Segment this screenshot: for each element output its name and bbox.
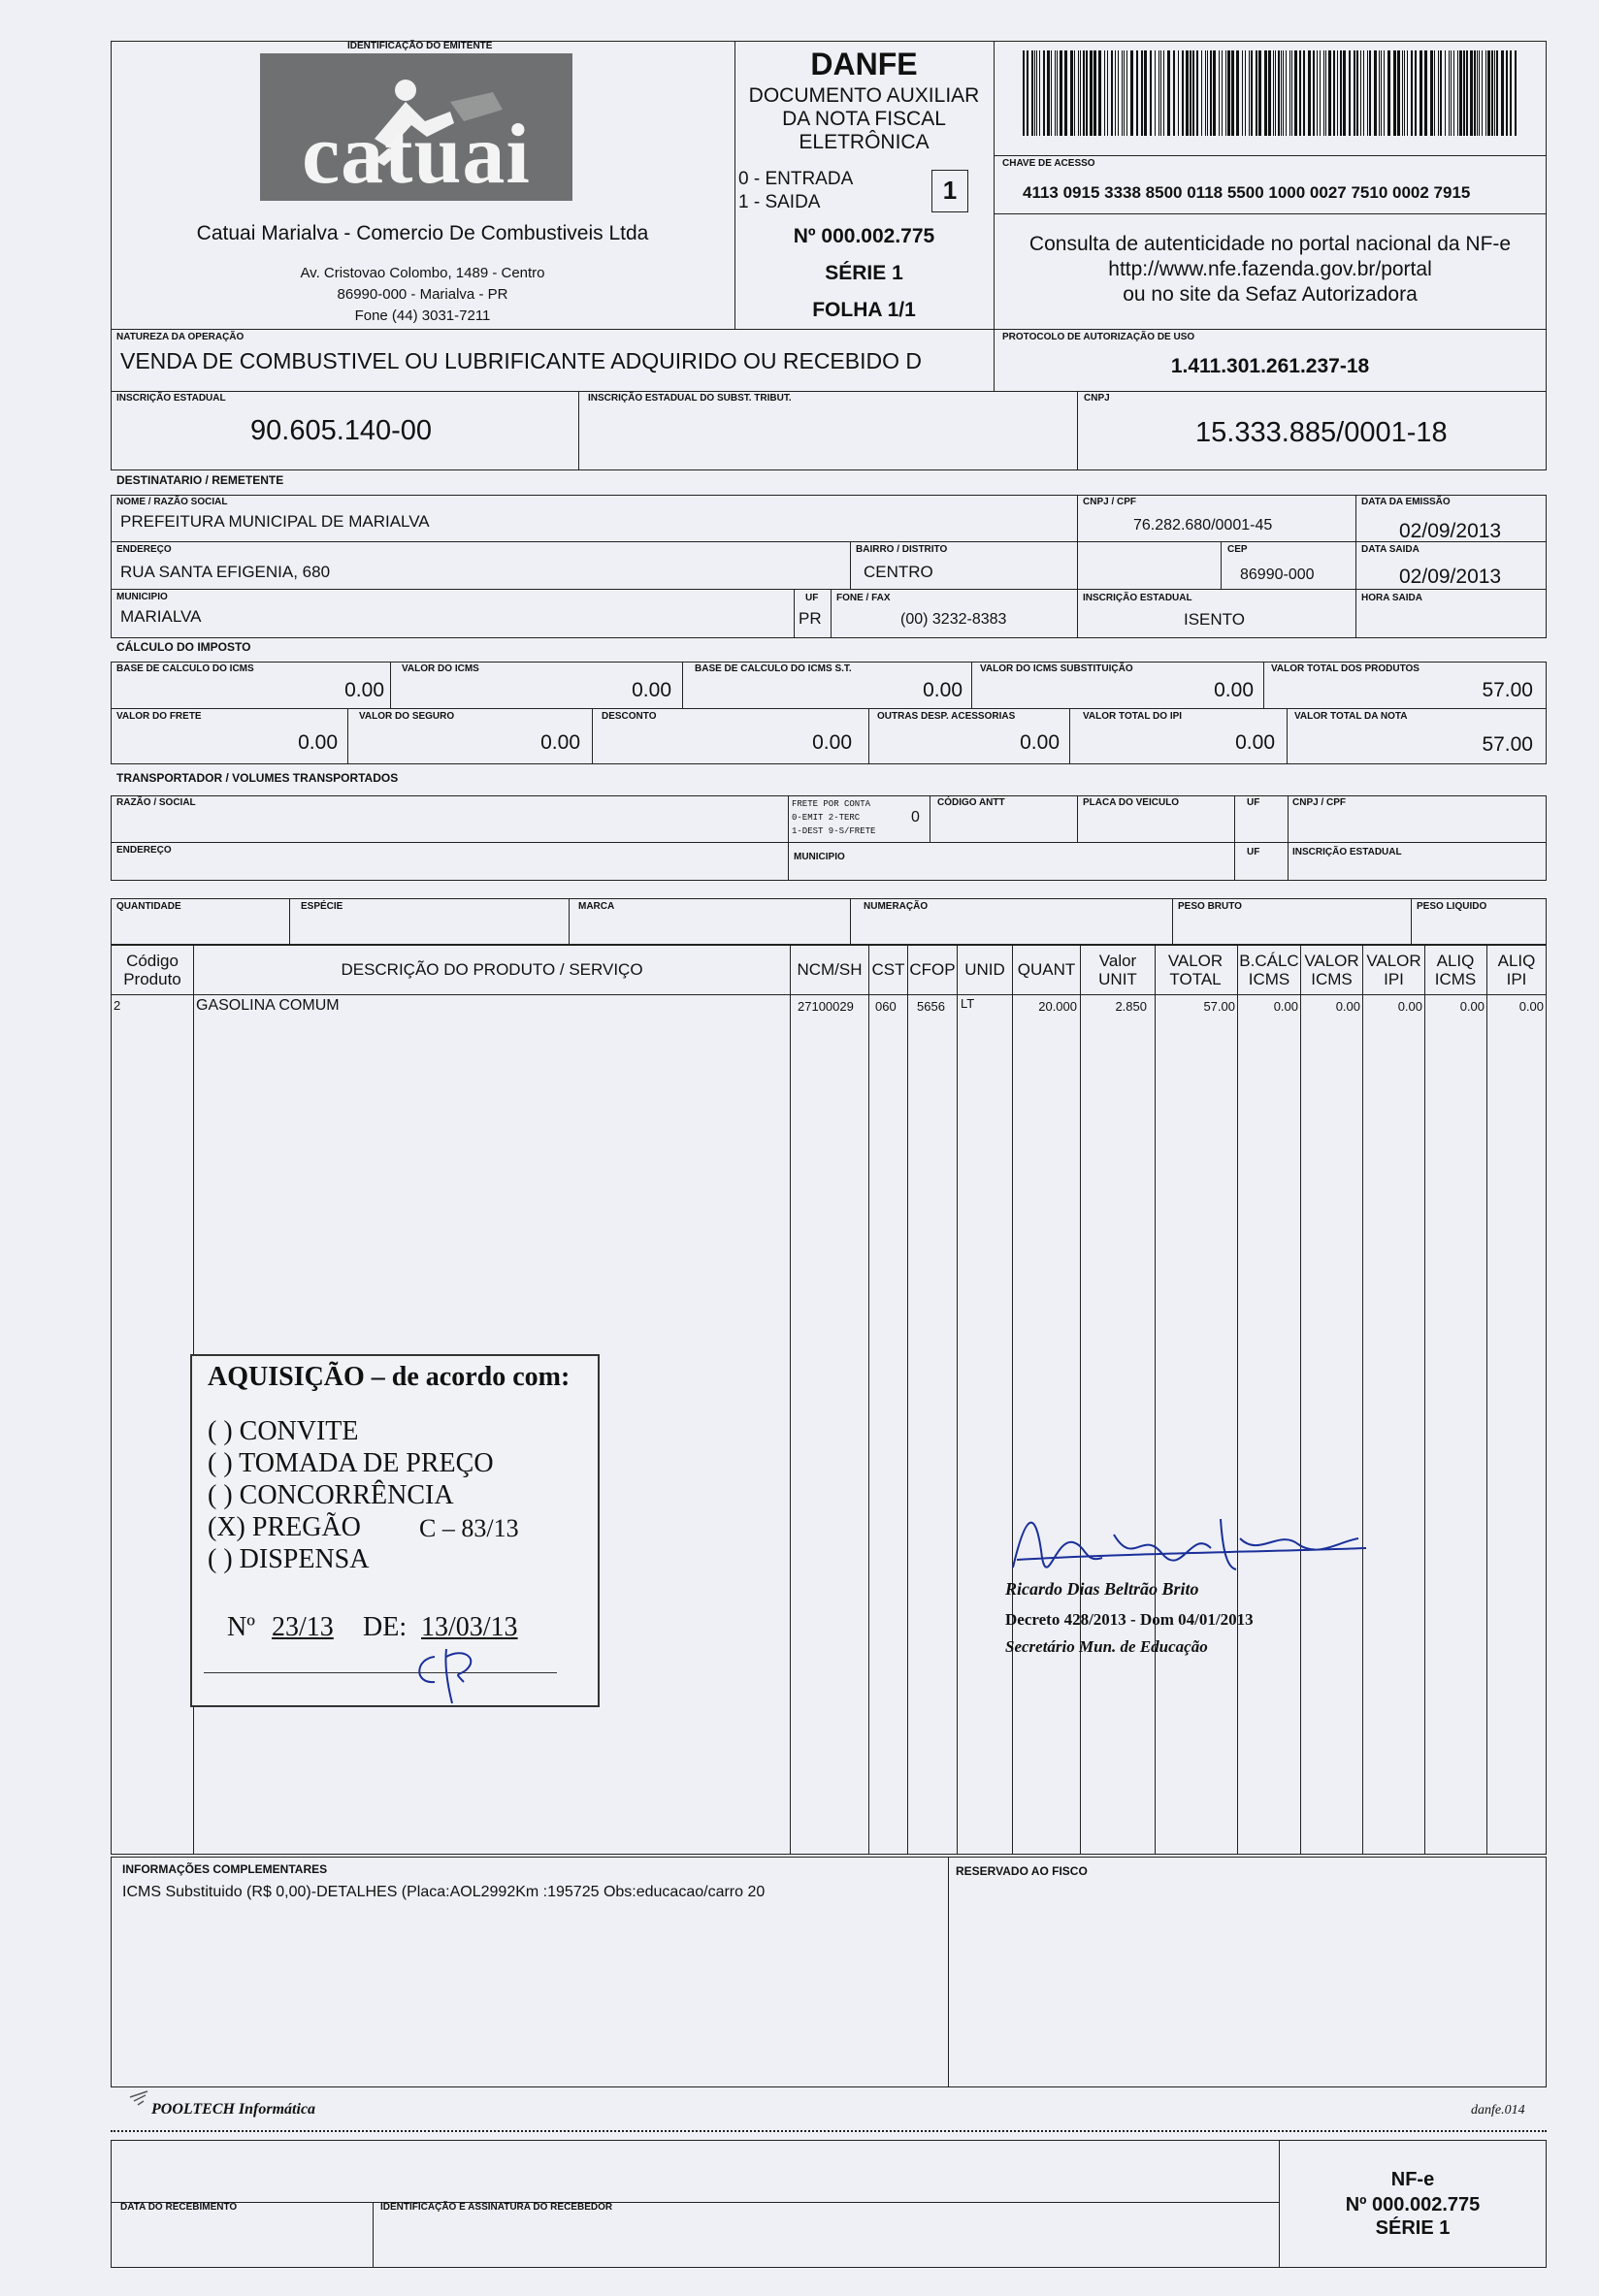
stamp-pregao: (X) PREGÃO	[208, 1512, 361, 1542]
consulta-line2: http://www.nfe.fazenda.gov.br/portal	[1108, 258, 1432, 280]
barcode-bar	[1222, 50, 1223, 136]
consulta-line3: ou no site da Sefaz Autorizadora	[1123, 283, 1418, 306]
barcode-bar	[1225, 50, 1226, 136]
pooltech-logo-icon	[128, 2089, 149, 2107]
danfe-subtitle2: DA NOTA FISCAL	[782, 108, 946, 130]
dest-nome: PREFEITURA MUNICIPAL DE MARIALVA	[120, 512, 430, 531]
barcode-bar	[1231, 50, 1234, 136]
imp-total-nota-label: VALOR TOTAL DA NOTA	[1294, 711, 1408, 722]
barcode-bar	[1031, 50, 1033, 136]
dest-bairro: CENTRO	[864, 563, 933, 581]
barcode-bar	[1449, 50, 1450, 136]
imp-total-nota: 57.00	[1482, 733, 1533, 756]
canhoto-data-label: DATA DO RECEBIMENTO	[120, 2202, 238, 2213]
barcode-bar	[1163, 50, 1164, 136]
canhoto-serie: SÉRIE 1	[1375, 2217, 1451, 2239]
barcode-bar	[1150, 50, 1152, 136]
cell-cfop: 5656	[917, 999, 945, 1014]
stamp-num: 23/13	[272, 1612, 334, 1642]
cell-ncm: 27100029	[798, 999, 854, 1014]
chave-value: 4113 0915 3338 8500 0118 5500 1000 0027 7510 0002 7915	[1023, 183, 1471, 202]
barcode-bar	[1036, 50, 1037, 136]
barcode-bar	[1313, 50, 1315, 136]
emitter-phone: Fone (44) 3031-7211	[354, 307, 491, 324]
imp-desconto-label: DESCONTO	[602, 711, 657, 722]
barcode-bar	[1496, 50, 1498, 136]
imp-valor-st: 0.00	[1214, 679, 1254, 701]
barcode-bar	[1249, 50, 1250, 136]
footer-code: danfe.014	[1471, 2103, 1525, 2118]
dest-hora-label: HORA SAIDA	[1361, 593, 1422, 603]
dest-endereco-label: ENDEREÇO	[116, 544, 172, 555]
barcode-bar	[1491, 50, 1493, 136]
dest-fone: (00) 3232-8383	[900, 611, 1007, 628]
barcode-bar	[1340, 50, 1342, 136]
imp-desconto: 0.00	[812, 731, 852, 754]
danfe-numero: Nº 000.002.775	[793, 225, 935, 247]
barcode-bar	[1487, 50, 1490, 136]
barcode-bar	[1438, 50, 1439, 136]
barcode-bar	[1104, 50, 1105, 136]
barcode-bar	[1333, 50, 1335, 136]
barcode-bar	[1404, 50, 1405, 136]
barcode-bar	[1186, 50, 1189, 136]
initials-scribble	[396, 1637, 493, 1705]
barcode-bar	[1205, 50, 1206, 136]
barcode-bar	[1434, 50, 1435, 136]
barcode-bar	[1317, 50, 1318, 136]
barcode-bar	[1407, 50, 1408, 136]
dest-nome-label: NOME / RAZÃO SOCIAL	[116, 497, 228, 507]
barcode-bar	[1258, 50, 1261, 136]
dest-ie: ISENTO	[1184, 610, 1245, 629]
barcode-bar	[1093, 50, 1096, 136]
barcode-bar	[1173, 50, 1175, 136]
barcode-bar	[1115, 50, 1116, 136]
emitter-name: Catuai Marialva - Comercio De Combustiveis Ltda	[196, 222, 649, 244]
barcode-bar	[1367, 50, 1368, 136]
th-descricao: DESCRIÇÃO DO PRODUTO / SERVIÇO	[341, 960, 643, 979]
barcode-bar	[1126, 50, 1127, 136]
ie-label: INSCRIÇÃO ESTADUAL	[116, 393, 226, 404]
cell-valor-unit: 2.850	[1115, 999, 1147, 1014]
dest-uf: PR	[799, 609, 822, 628]
imp-outras: 0.00	[1020, 731, 1060, 754]
imp-base-icms-label: BASE DE CALCULO DO ICMS	[116, 663, 254, 674]
info-text: ICMS Substituido (R$ 0,00)-DETALHES (Placa:AOL2992Km :195725 Obs:educacao/carro 20	[122, 1884, 766, 1900]
barcode-bar	[1354, 50, 1355, 136]
imp-frete: 0.00	[298, 731, 338, 754]
barcode-bar	[1506, 50, 1508, 136]
barcode-bar	[1501, 50, 1504, 136]
transp-frete-line3: 1-DEST 9-S/FRETE	[792, 826, 876, 836]
barcode-bar	[1219, 50, 1220, 136]
barcode-bar	[1242, 50, 1243, 136]
barcode-bar	[1122, 50, 1123, 136]
th-valor-ipi: VALOR IPI	[1366, 952, 1421, 988]
vol-peso-bruto-label: PESO BRUTO	[1178, 901, 1242, 912]
cell-aliq-ipi: 0.00	[1518, 999, 1544, 1014]
canhoto-nfe: NF-e	[1390, 2169, 1435, 2190]
barcode-bar	[1494, 50, 1495, 136]
barcode-bar	[1124, 50, 1125, 136]
ie-value: 90.605.140-00	[250, 415, 433, 446]
barcode-bar	[1387, 50, 1390, 136]
barcode-bar	[1328, 50, 1331, 136]
cell-cst: 060	[875, 999, 897, 1014]
barcode-bar	[1256, 50, 1257, 136]
barcode-bar	[1111, 50, 1113, 136]
barcode-bar	[1182, 50, 1184, 136]
barcode-bar	[1236, 50, 1239, 136]
barcode	[1023, 50, 1517, 136]
barcode-bar	[1251, 50, 1253, 136]
dest-cep: 86990-000	[1240, 566, 1315, 583]
barcode-bar	[1374, 50, 1377, 136]
transp-frete-line2: 0-EMIT 2-TERC	[792, 813, 861, 823]
barcode-bar	[1278, 50, 1280, 136]
transp-uf-label: UF	[1247, 797, 1260, 808]
barcode-bar	[1308, 50, 1311, 136]
barcode-bar	[1090, 50, 1093, 136]
barcode-bar	[1155, 50, 1156, 136]
barcode-bar	[1281, 50, 1282, 136]
barcode-bar	[1457, 50, 1458, 136]
barcode-bar	[1440, 50, 1442, 136]
danfe-saida: 1 - SAIDA	[738, 192, 821, 212]
stamp-date: 13/03/13	[421, 1612, 518, 1642]
th-codigo: Código Produto	[123, 952, 181, 988]
barcode-bar	[1474, 50, 1476, 136]
protocolo-value: 1.411.301.261.237-18	[1170, 355, 1370, 377]
barcode-bar	[1047, 50, 1050, 136]
cell-valor-total: 57.00	[1203, 999, 1235, 1014]
th-valor-total: VALOR TOTAL	[1167, 952, 1224, 988]
barcode-bar	[1349, 50, 1351, 136]
dest-saida: 02/09/2013	[1399, 566, 1502, 588]
barcode-bar	[1130, 50, 1133, 136]
th-unid: UNID	[964, 960, 1005, 979]
imp-base-st-label: BASE DE CALCULO DO ICMS S.T.	[695, 663, 852, 674]
imp-seguro-label: VALOR DO SEGURO	[359, 711, 455, 722]
barcode-bar	[1167, 50, 1170, 136]
transp-ie-label: INSCRIÇÃO ESTADUAL	[1292, 847, 1402, 857]
barcode-bar	[1060, 50, 1062, 136]
barcode-bar	[1107, 50, 1108, 136]
barcode-bar	[1356, 50, 1358, 136]
stamp-pregao-numero: C – 83/13	[419, 1514, 519, 1542]
dest-emissao: 02/09/2013	[1399, 520, 1502, 542]
barcode-bar	[1136, 50, 1138, 136]
barcode-bar	[1023, 50, 1025, 136]
barcode-bar	[1190, 50, 1191, 136]
imp-base-st: 0.00	[923, 679, 963, 701]
barcode-bar	[1397, 50, 1400, 136]
th-quant: QUANT	[1017, 960, 1076, 979]
transporte-section-label: TRANSPORTADOR / VOLUMES TRANSPORTADOS	[116, 771, 399, 785]
consulta-line1: Consulta de autenticidade no portal nacional da NF-e	[1028, 233, 1512, 255]
cell-valor-ipi: 0.00	[1397, 999, 1422, 1014]
barcode-bar	[1034, 50, 1035, 136]
barcode-bar	[1291, 50, 1292, 136]
stamp-convite: ( ) CONVITE	[208, 1416, 359, 1446]
th-cst: CST	[871, 960, 905, 979]
emitter-section-label: IDENTIFICAÇÃO DO EMITENTE	[347, 41, 493, 51]
imp-valor-icms-label: VALOR DO ICMS	[402, 663, 479, 674]
barcode-bar	[1466, 50, 1468, 136]
danfe-subtitle3: ELETRÔNICA	[799, 131, 930, 153]
barcode-bar	[1337, 50, 1338, 136]
danfe-tipo: 1	[942, 176, 958, 205]
barcode-bar	[1363, 50, 1364, 136]
imp-outras-label: OUTRAS DESP. ACESSORIAS	[877, 711, 1016, 722]
info-label: INFORMAÇÕES COMPLEMENTARES	[122, 1862, 328, 1876]
barcode-bar	[1201, 50, 1202, 136]
transp-frete-value: 0	[911, 809, 920, 825]
dest-emissao-label: DATA DA EMISSÃO	[1361, 497, 1451, 507]
cell-valor-icms: 0.00	[1335, 999, 1360, 1014]
barcode-bar	[1463, 50, 1465, 136]
barcode-bar	[1141, 50, 1143, 136]
transp-frete-line1: FRETE POR CONTA	[792, 799, 871, 809]
barcode-bar	[1207, 50, 1208, 136]
barcode-bar	[1459, 50, 1462, 136]
dest-municipio: MARIALVA	[120, 607, 202, 626]
barcode-bar	[1445, 50, 1446, 136]
imp-ipi-label: VALOR TOTAL DO IPI	[1083, 711, 1183, 722]
canhoto-ident-label: IDENTIFICAÇÃO E ASSINATURA DO RECEBEDOR	[380, 2202, 613, 2213]
th-valor-unit: Valor UNIT	[1098, 952, 1137, 988]
barcode-bar	[1470, 50, 1473, 136]
barcode-bar	[1098, 50, 1101, 136]
barcode-bar	[1039, 50, 1040, 136]
transp-municipio-label: MUNICIPIO	[794, 852, 845, 862]
barcode-bar	[1402, 50, 1403, 136]
imp-valor-st-label: VALOR DO ICMS SUBSTITUIÇÃO	[980, 663, 1133, 674]
canhoto-numero: Nº 000.002.775	[1345, 2194, 1481, 2215]
dest-bairro-label: BAIRRO / DISTRITO	[856, 544, 948, 555]
barcode-bar	[1415, 50, 1417, 136]
danfe-subtitle1: DOCUMENTO AUXILIAR	[748, 84, 980, 107]
danfe-tipo-box	[931, 170, 968, 212]
barcode-bar	[1515, 50, 1517, 136]
dest-municipio-label: MUNICIPIO	[116, 592, 168, 602]
barcode-bar	[1027, 50, 1028, 136]
barcode-bar	[1064, 50, 1067, 136]
sign-line1: Ricardo Dias Beltrão Brito	[1005, 1579, 1199, 1599]
cell-descricao: GASOLINA COMUM	[196, 997, 340, 1014]
transp-placa-label: PLACA DO VEICULO	[1083, 797, 1180, 808]
barcode-bar	[1393, 50, 1396, 136]
barcode-bar	[1160, 50, 1161, 136]
cell-aliq-icms: 0.00	[1459, 999, 1485, 1014]
stamp-title: AQUISIÇÃO – de acordo com:	[208, 1362, 571, 1392]
transp-cnpj-label: CNPJ / CPF	[1292, 797, 1347, 808]
destinatario-section-label: DESTINATARIO / REMETENTE	[116, 473, 284, 487]
barcode-bar	[1482, 50, 1483, 136]
ie-st-label: INSCRIÇÃO ESTADUAL DO SUBST. TRIBUT.	[588, 393, 792, 404]
vol-marca-label: MARCA	[578, 901, 615, 912]
danfe-serie: SÉRIE 1	[825, 262, 903, 284]
th-aliq-ipi: ALIQ IPI	[1497, 952, 1536, 988]
barcode-bar	[1118, 50, 1119, 136]
th-cfop: CFOP	[909, 960, 956, 979]
barcode-bar	[1078, 50, 1079, 136]
barcode-bar	[1275, 50, 1276, 136]
barcode-bar	[1420, 50, 1422, 136]
emitter-address2: 86990-000 - Marialva - PR	[337, 286, 508, 303]
barcode-bar	[1210, 50, 1212, 136]
danfe-entrada: 0 - ENTRADA	[738, 169, 854, 189]
barcode-bar	[1057, 50, 1058, 136]
barcode-bar	[1227, 50, 1230, 136]
barcode-bar	[1144, 50, 1147, 136]
th-aliq-icms: ALIQ ICMS	[1434, 952, 1477, 988]
barcode-bar	[1178, 50, 1179, 136]
cell-quant: 20.000	[1038, 999, 1077, 1014]
cell-bcalc-icms: 0.00	[1273, 999, 1298, 1014]
dest-endereco: RUA SANTA EFIGENIA, 680	[120, 563, 331, 581]
dest-cnpj: 76.282.680/0001-45	[1133, 517, 1273, 534]
dest-saida-label: DATA SAIDA	[1361, 544, 1420, 555]
danfe-title: DANFE	[810, 47, 918, 81]
barcode-bar	[1323, 50, 1324, 136]
barcode-bar	[1424, 50, 1427, 136]
cnpj-value: 15.333.885/0001-18	[1195, 417, 1448, 448]
barcode-bar	[1479, 50, 1480, 136]
dest-cep-label: CEP	[1227, 544, 1248, 555]
th-ncm: NCM/SH	[797, 960, 863, 979]
barcode-bar	[1051, 50, 1052, 136]
dest-cnpj-label: CNPJ / CPF	[1083, 497, 1137, 507]
imp-frete-label: VALOR DO FRETE	[116, 711, 202, 722]
barcode-bar	[1283, 50, 1284, 136]
vol-especie-label: ESPÉCIE	[301, 901, 343, 912]
imp-total-produtos: 57.00	[1482, 679, 1533, 701]
vol-peso-liquido-label: PESO LIQUIDO	[1417, 901, 1487, 912]
barcode-bar	[1070, 50, 1073, 136]
barcode-bar	[1411, 50, 1413, 136]
imp-seguro: 0.00	[540, 731, 580, 754]
transp-uf2-label: UF	[1247, 847, 1260, 857]
natureza-value: VENDA DE COMBUSTIVEL OU LUBRIFICANTE ADQUIRIDO OU RECEBIDO D	[120, 348, 923, 373]
barcode-bar	[1043, 50, 1045, 136]
barcode-bar	[1286, 50, 1287, 136]
barcode-bar	[1213, 50, 1216, 136]
barcode-bar	[1294, 50, 1297, 136]
transp-razao-label: RAZÃO / SOCIAL	[116, 797, 196, 808]
barcode-bar	[1485, 50, 1486, 136]
th-bcalc-icms: B.CÁLC ICMS	[1239, 952, 1299, 988]
logo-text: catuai	[302, 108, 531, 201]
barcode-bar	[1451, 50, 1452, 136]
barcode-bar	[1196, 50, 1198, 136]
imp-ipi: 0.00	[1235, 731, 1275, 754]
dest-ie-label: INSCRIÇÃO ESTADUAL	[1083, 593, 1192, 603]
natureza-label: NATUREZA DA OPERAÇÃO	[116, 332, 245, 342]
stamp-tomada: ( ) TOMADA DE PREÇO	[208, 1448, 494, 1478]
dest-fone-label: FONE / FAX	[836, 593, 891, 603]
barcode-bar	[1303, 50, 1305, 136]
barcode-bar	[1245, 50, 1246, 136]
transp-antt-label: CÓDIGO ANTT	[937, 797, 1005, 808]
barcode-bar	[1086, 50, 1088, 136]
barcode-bar	[1381, 50, 1382, 136]
imp-base-icms: 0.00	[344, 679, 384, 701]
barcode-bar	[1299, 50, 1301, 136]
barcode-bar	[1325, 50, 1326, 136]
chave-label: CHAVE DE ACESSO	[1002, 158, 1095, 169]
sign-line2: Decreto 428/2013 - Dom 04/01/2013	[1005, 1610, 1254, 1629]
imp-total-produtos-label: VALOR TOTAL DOS PRODUTOS	[1271, 663, 1420, 674]
barcode-bar	[1510, 50, 1512, 136]
protocolo-label: PROTOCOLO DE AUTORIZAÇÃO DE USO	[1002, 332, 1195, 342]
sign-line3: Secretário Mun. de Educação	[1005, 1637, 1208, 1656]
barcode-bar	[1268, 50, 1271, 136]
barcode-bar	[1379, 50, 1380, 136]
transp-endereco-label: ENDEREÇO	[116, 845, 172, 856]
barcode-bar	[1080, 50, 1081, 136]
barcode-bar	[1289, 50, 1290, 136]
barcode-bar	[1055, 50, 1056, 136]
barcode-bar	[1360, 50, 1361, 136]
barcode-bar	[1430, 50, 1433, 136]
barcode-bar	[1083, 50, 1085, 136]
barcode-bar	[1264, 50, 1267, 136]
dest-uf-label: UF	[805, 593, 819, 603]
barcode-bar	[1320, 50, 1321, 136]
barcode-bar	[1192, 50, 1194, 136]
danfe-folha: FOLHA 1/1	[812, 299, 916, 321]
stamp-concorrencia: ( ) CONCORRÊNCIA	[208, 1480, 454, 1510]
company-logo	[260, 53, 572, 201]
emitter-address1: Av. Cristovao Colombo, 1489 - Centro	[300, 265, 545, 281]
imposto-section-label: CÁLCULO DO IMPOSTO	[116, 640, 251, 654]
barcode-bar	[1453, 50, 1454, 136]
cnpj-label: CNPJ	[1084, 393, 1110, 404]
cut-line	[111, 2130, 1547, 2132]
th-valor-icms: VALOR ICMS	[1304, 952, 1359, 988]
vol-quantidade-label: QUANTIDADE	[116, 901, 181, 912]
vol-numeracao-label: NUMERAÇÃO	[864, 901, 929, 912]
barcode-bar	[1384, 50, 1385, 136]
barcode-bar	[1477, 50, 1478, 136]
barcode-bar	[1343, 50, 1346, 136]
cell-codigo: 2	[114, 998, 121, 1013]
stamp-de-prefix: DE:	[363, 1612, 408, 1642]
barcode-bar	[1273, 50, 1274, 136]
barcode-bar	[1369, 50, 1371, 136]
barcode-bar	[1074, 50, 1075, 136]
footer-vendor: POOLTECH Informática	[151, 2101, 316, 2118]
aquisicao-stamp	[190, 1354, 600, 1707]
stamp-num-prefix: Nº	[227, 1612, 255, 1642]
stamp-dispensa: ( ) DISPENSA	[208, 1544, 370, 1574]
cell-unid: LT	[961, 996, 975, 1011]
fisco-label: RESERVADO AO FISCO	[956, 1864, 1088, 1878]
imp-valor-icms: 0.00	[632, 679, 671, 701]
barcode-bar	[1158, 50, 1159, 136]
